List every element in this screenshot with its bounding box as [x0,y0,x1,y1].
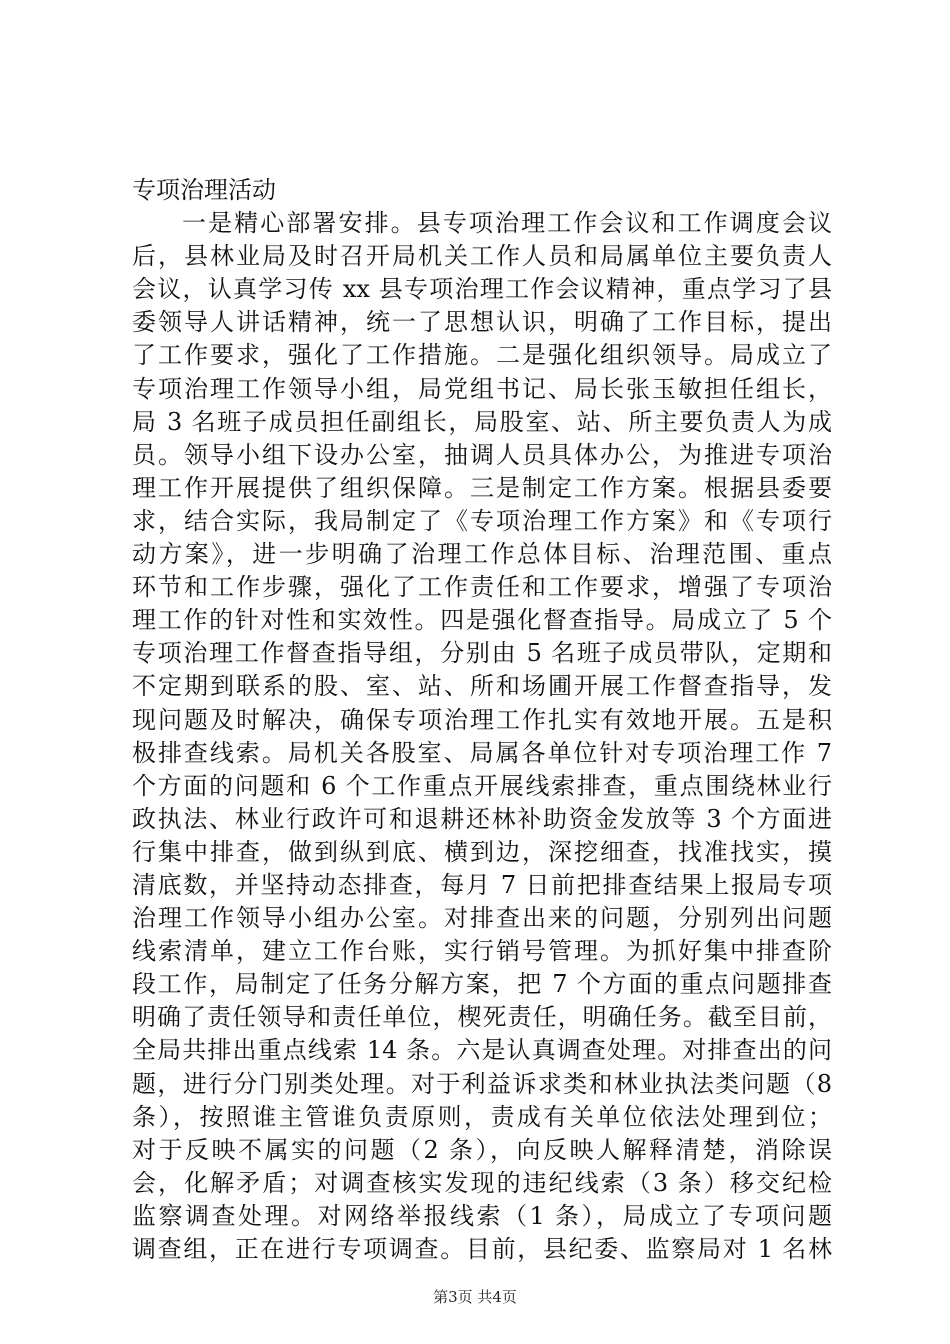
paragraph-line: 理工作开展提供了组织保障。三是制定工作方案。根据县委要 [132,473,832,502]
paragraph-line: 监察调查处理。对网络举报线索（1 条），局成立了专项问题 [132,1201,832,1230]
page-footer [0,1287,950,1307]
paragraph-line: 对于反映不属实的问题（2 条），向反映人解释清楚，消除误 [132,1135,832,1164]
paragraph-line: 会，化解矛盾；对调查核实发现的违纪线索（3 条）移交纪检 [132,1168,832,1197]
paragraph-line: 环节和工作步骤，强化了工作责任和工作要求，增强了专项治 [132,573,832,602]
paragraph-line: 明确了责任领导和责任单位，楔死责任，明确任务。截至目前， [132,1003,832,1032]
paragraph-line: 调查组，正在进行专项调查。目前，县纪委、监察局对 1 名林 [132,1235,832,1263]
paragraph-line: 后，县林业局及时召开局机关工作人员和局属单位主要负责人 [132,242,832,271]
paragraph-line: 求，结合实际，我局制定了《专项治理工作方案》和《专项行 [132,506,832,535]
paragraph-line: 段工作，局制定了任务分解方案，把 7 个方面的重点问题排查 [132,970,832,999]
paragraph-line: 了工作要求，强化了工作措施。二是强化组织领导。局成立了 [132,341,832,370]
paragraph-line: 员。领导小组下设办公室，抽调人员具体办公，为推进专项治 [132,440,832,469]
section-title: 专项治理活动 [132,176,276,204]
page-number-label: 第3页 共4页 [433,1288,517,1306]
paragraph-line: 专项治理工作督查指导组，分别由 5 名班子成员带队，定期和 [132,639,832,668]
paragraph-line: 动方案》，进一步明确了治理工作总体目标、治理范围、重点 [132,540,832,569]
paragraph-line: 线索清单，建立工作台账，实行销号管理。为抓好集中排查阶 [132,937,832,966]
paragraph-line: 全局共排出重点线索 14 条。六是认真调查处理。对排查出的问 [132,1036,832,1065]
paragraph-line: 委领导人讲话精神，统一了思想认识，明确了工作目标，提出 [132,308,832,337]
paragraph-line: 治理工作领导小组办公室。对排查出来的问题，分别列出问题 [132,904,832,933]
paragraph-line: 清底数，并坚持动态排查，每月 7 日前把排查结果上报局专项 [132,870,832,899]
paragraph-line: 会议，认真学习传 xx 县专项治理工作会议精神，重点学习了县 [132,275,832,304]
paragraph-line: 政执法、林业行政许可和退耕还林补助资金发放等 3 个方面进 [132,804,832,833]
paragraph-line: 一是精心部署安排。县专项治理工作会议和工作调度会议 [182,209,832,238]
paragraph-line: 专项治理工作领导小组，局党组书记、局长张玉敏担任组长， [132,374,832,403]
paragraph-line: 极排查线索。局机关各股室、局属各单位针对专项治理工作 7 [132,738,832,767]
paragraph-line: 个方面的问题和 6 个工作重点开展线索排查，重点围绕林业行 [132,771,832,800]
paragraph-line: 不定期到联系的股、室、站、所和场圃开展工作督查指导，发 [132,672,832,701]
document-body [132,174,832,1266]
paragraph-line: 局 3 名班子成员担任副组长，局股室、站、所主要负责人为成 [132,407,832,436]
paragraph-line: 行集中排查，做到纵到底、横到边，深挖细查，找准找实，摸 [132,837,832,866]
paragraph-line: 条），按照谁主管谁负责原则，责成有关单位依法处理到位； [132,1102,832,1131]
paragraph-line: 理工作的针对性和实效性。四是强化督查指导。局成立了 5 个 [132,606,832,635]
paragraph-line: 现问题及时解决，确保专项治理工作扎实有效地开展。五是积 [132,705,832,734]
paragraph-line: 题，进行分门别类处理。对于利益诉求类和林业执法类问题（8 [132,1069,832,1098]
